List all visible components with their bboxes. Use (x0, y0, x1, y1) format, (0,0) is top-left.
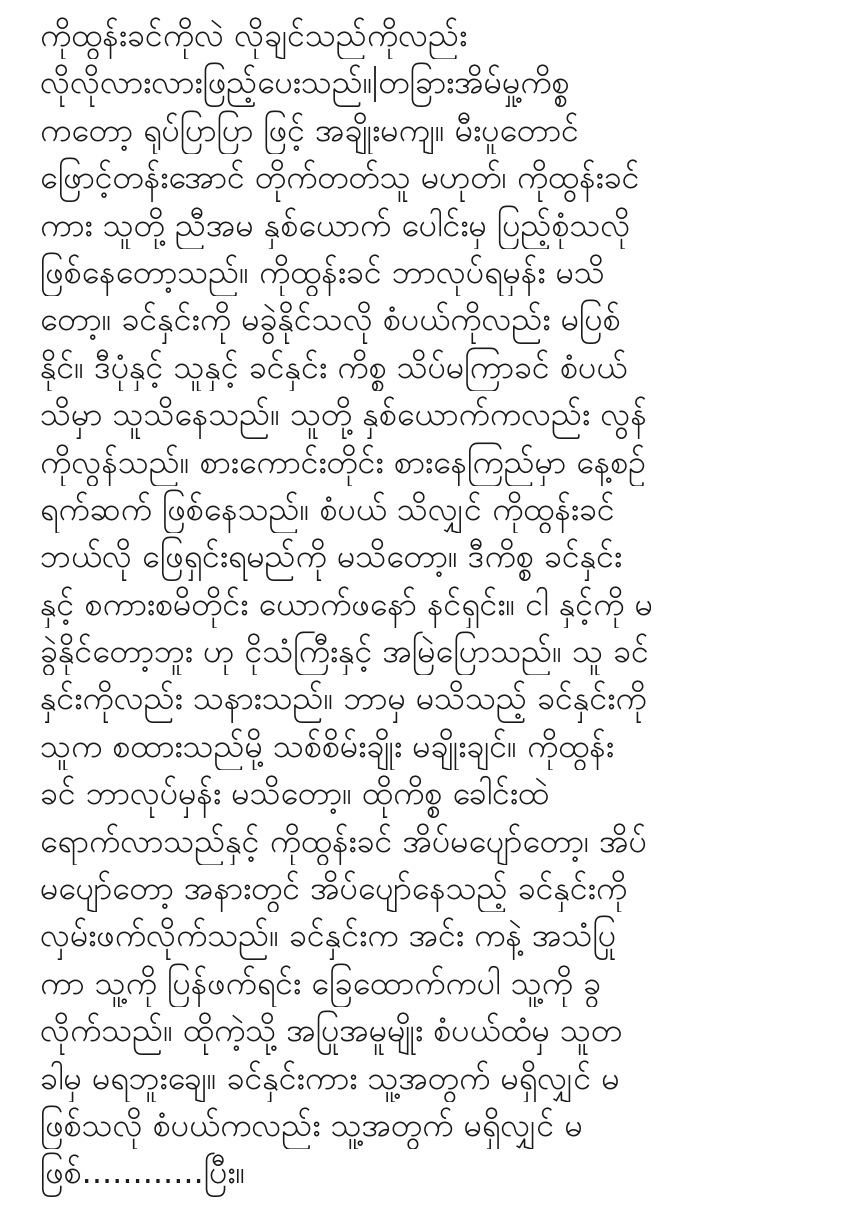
text-cursor (374, 66, 376, 102)
text-line-16: သူက စထားသည်မို့ သစ်စိမ်းချိုး မချိုးချင်။ ကိုထွန်း (40, 726, 614, 765)
text-line-25: ဖြစ်............ပြီး။ (40, 1153, 246, 1192)
text-line-20: လှမ်းဖက်လိုက်သည်။ ခင်နှင်းက အင်း ကနဲ့ အသံပြု (40, 916, 617, 955)
text-line-22: လိုက်သည်။ ထိုကဲ့သို့ အပြုအမူမျိုး စံပယ်ထံမှ သူတ (40, 1011, 623, 1050)
text-line-4: ဖြောင့်တန်းအောင် တိုက်တတ်သူ မဟုတ်၊ ကိုထွန်းခင် (40, 158, 640, 197)
text-line-2-tail: တခြားအိမ်မှု့ကိစ္စ (378, 63, 570, 102)
text-line-19: မပျော်တော့ အနားတွင် အိပ်ပျော်နေသည့် ခင်နှင်းကို (40, 869, 628, 908)
text-line-24: ဖြစ်သလို စံပယ်ကလည်း သူ့အတွက် မရှိလျှင် မ (40, 1105, 583, 1144)
text-line-6: ဖြစ်နေတော့သည်။ ကိုထွန်းခင် ဘာလုပ်ရမှန်း မသိ (40, 252, 605, 291)
text-line-23: ခါမှ မရဘူးချေ။ ခင်နှင်းကား သူ့အတွက် မရှိလျှင် မ (40, 1058, 620, 1097)
text-line-3: ကတော့ ရုပ်ပြာပြာ ဖြင့် အချိုးမကျ။ မီးပူတောင် (40, 110, 579, 149)
text-line-5: ကား သူတို့ ညီအမ နှစ်ယောက် ပေါင်းမှ ပြည့်စုံသလို (40, 205, 631, 244)
text-line-10: ကိုလွန်သည်။ စားကောင်းတိုင်း စားနေကြည်မှာ နေ့စဉ် (40, 442, 646, 481)
text-line-8: နိုင်။ ဒီပုံနှင့် သူနှင့် ခင်နှင်း ကိစ္စ သိပ်မကြာခင် စံပယ် (40, 347, 628, 386)
text-line-9: သိမှာ သူသိနေသည်။ သူတို့ နှစ်ယောက်ကလည်း လွန် (40, 395, 647, 434)
text-line-17: ခင် ဘာလုပ်မှန်း မသိတော့။ ထိုကိစ္စ ခေါင်းထဲ (40, 774, 549, 813)
text-line-14: ခွဲနိုင်တော့ဘူး ဟု ငိုသံကြီးနှင့် အမြဲပြောသည်။ သူ ခင် (40, 632, 649, 671)
text-line-13: နှင့် စကားစမိတိုင်း ယောက်ဖနော် နင်ရှင်း။ ငါ နှင့်ကို မ (40, 584, 653, 623)
text-line-18: ရောက်လာသည်နှင့် ကိုထွန်းခင် အိပ်မပျော်တော့၊ အိပ် (40, 821, 647, 860)
text-line-1: ကိုထွန်းခင်ကိုလဲ လိုချင်သည်ကိုလည်း (40, 16, 468, 54)
text-line-15: နှင်းကိုလည်း သနားသည်။ ဘာမှ မသိသည့် ခင်နှင်းကို (40, 679, 647, 718)
story-text (40, 12, 840, 1197)
text-line-2-head: လိုလိုလားလားဖြည့်ပေးသည်။ (40, 63, 373, 102)
text-line-21: ကာ သူ့ကို ပြန်ဖက်ရင်း ခြေထောက်ကပါ သူ့ကို ခွ (40, 963, 602, 1002)
text-line-12: ဘယ်လို ဖြေရှင်းရမည်ကို မသိတော့။ ဒီကိစ္စ ခင်နှင်း (40, 537, 623, 576)
text-line-2 (40, 59, 840, 106)
text-line-11: ရက်ဆက် ဖြစ်နေသည်။ စံပယ် သိလျှင် ကိုထွန်းခင် (40, 489, 615, 528)
text-line-7: တော့။ ခင်နှင်းကို မခွဲနိုင်သလို စံပယ်ကိုလည်း မပြစ် (40, 300, 621, 339)
